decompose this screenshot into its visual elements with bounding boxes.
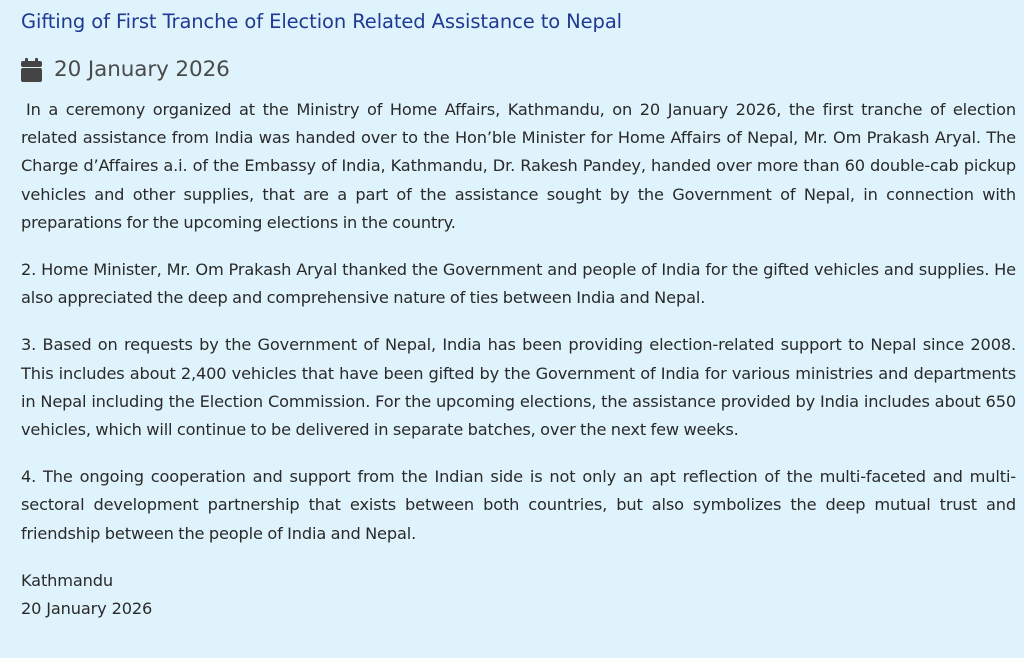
paragraph-3: 3. Based on requests by the Government of Nepal, India has been providing election-related support to Nepal since 2008. This includes about 2,400 vehicles that have been gifted by the Government of India for various ministries and departments in Nepal including the Election Commission. For the upcoming elections, the assistance provided by India includes about 650 vehicles, which will continue to be delivered in separate batches, over the next few weeks. bbox=[21, 335, 1016, 440]
paragraph-1: In a ceremony organized at the Ministry of Home Affairs, Kathmandu, on 20 January 2026, the first tranche of election related assistance from India was handed over to the Hon’ble Minister for Home Affairs of Nepal, Mr. Om Prakash Aryal. The Charge d’Affaires a.i. of the Embassy of India, Kathmandu, Dr. Rakesh Pandey, handed over more than 60 double-cab pickup vehicles and other supplies, that are a part of the assistance sought by the Government of Nepal, in connection with preparations for the upcoming elections in the country. bbox=[21, 100, 1016, 232]
page-title: Gifting of First Tranche of Election Related Assistance to Nepal bbox=[21, 10, 622, 33]
publish-date: 20 January 2026 bbox=[54, 57, 230, 82]
signoff-date: 20 January 2026 bbox=[21, 598, 153, 618]
calendar-icon bbox=[21, 58, 42, 82]
signoff bbox=[21, 567, 1016, 623]
signoff-place: Kathmandu bbox=[21, 570, 113, 590]
date-row bbox=[21, 56, 1016, 84]
paragraph-2: 2. Home Minister, Mr. Om Prakash Aryal thanked the Government and people of India for the gifted vehicles and supplies. He also appreciated the deep and comprehensive nature of ties between India and Nepal. bbox=[21, 260, 1016, 308]
paragraph-4: 4. The ongoing cooperation and support from the Indian side is not only an apt reflection of the multi-faceted and multi-sectoral development partnership that exists between both countries, but also symbolizes the deep mutual trust and friendship between the people of India and Nepal. bbox=[21, 467, 1016, 543]
